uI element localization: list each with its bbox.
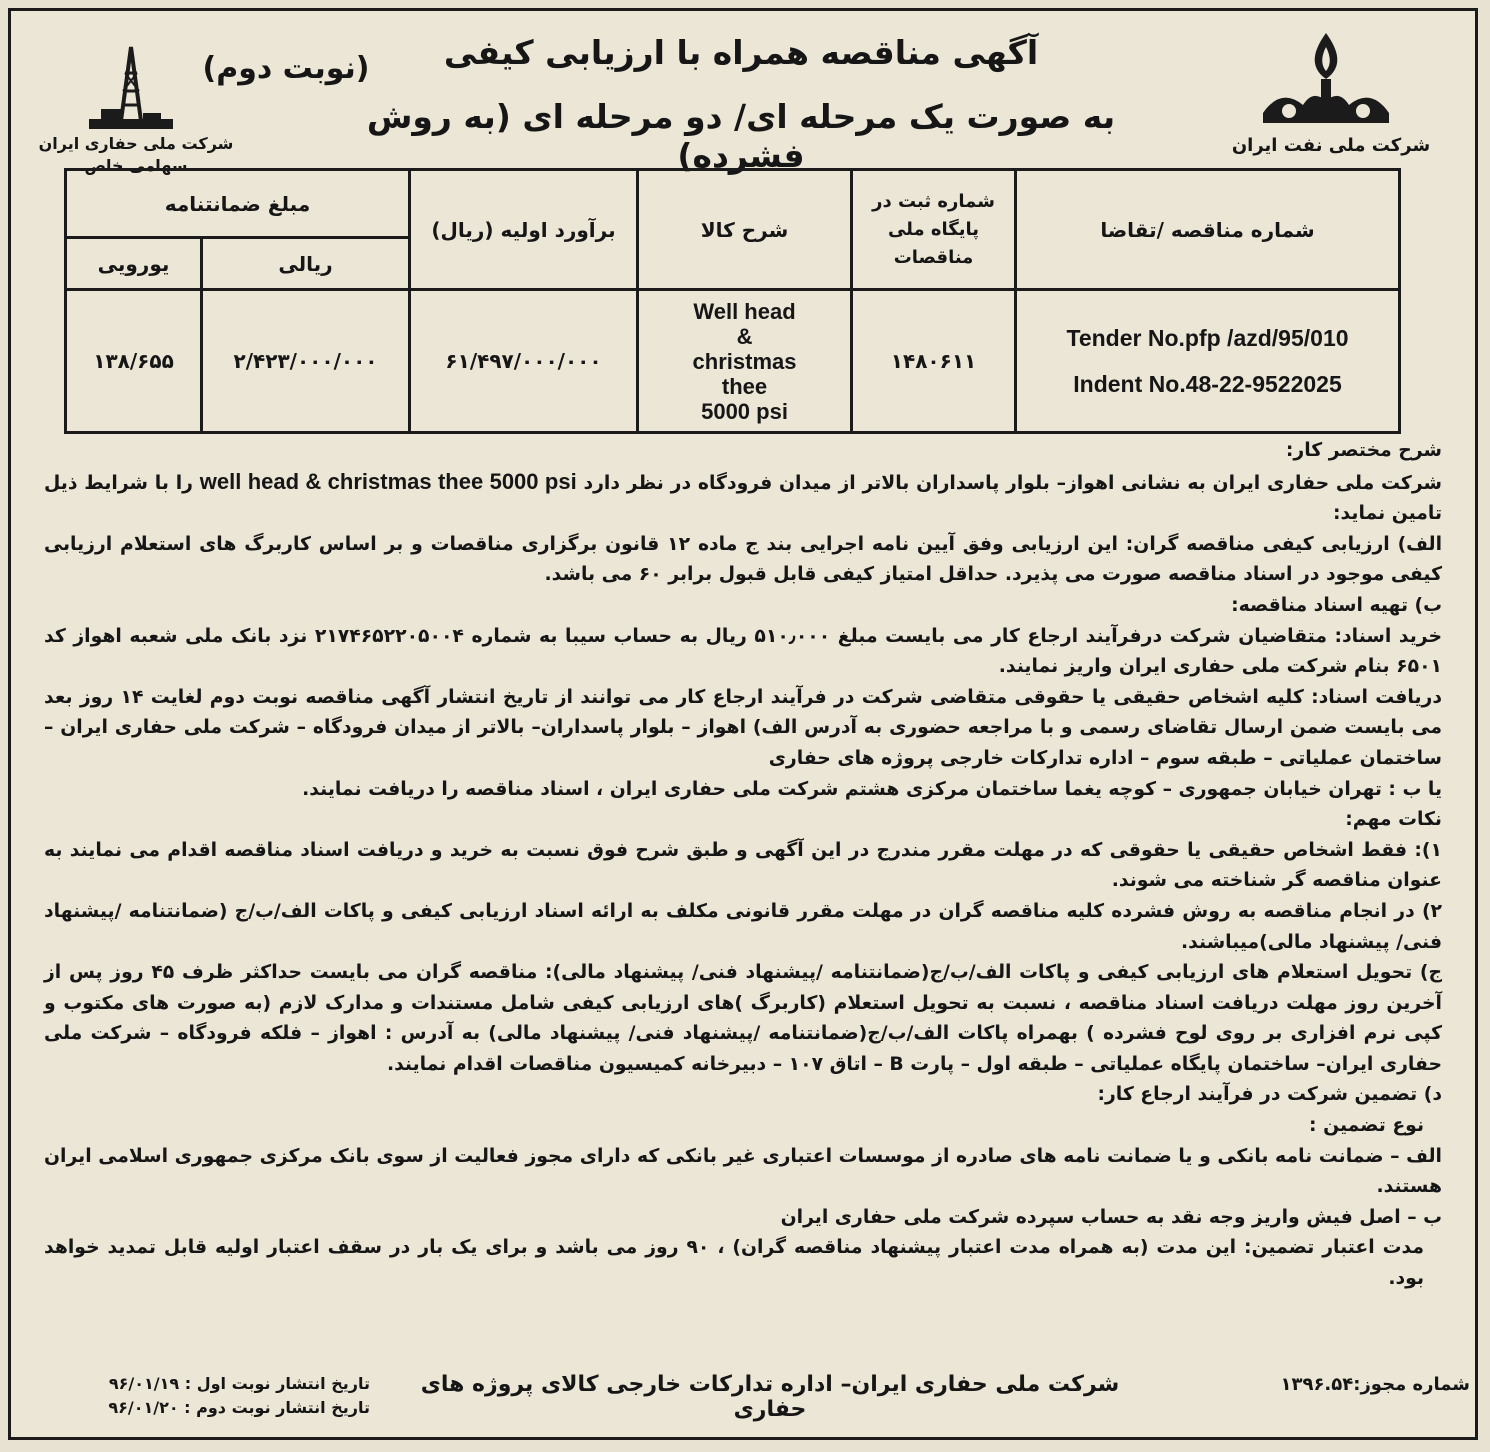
guarantee-type-alef: الف – ضمانت نامه بانکی و یا ضمانت نامه های صادره از موسسات اعتباری غیر بانکی که دارای مجوز فعالیت از سوی بانک مرکزی جمهوری اسلامی ایران هستند. (44, 1145, 1442, 1198)
indent-number: Indent No.48-22-9522025 (1073, 371, 1342, 397)
section-dal: د) تضمین شرکت در فرآیند ارجاع کار: (1097, 1084, 1442, 1106)
footer-signature: شرکت ملی حفاری ایران– اداره تدارکات خارجی کالای پروژه های حفاری (420, 1372, 1120, 1422)
section-alef: الف) ارزیابی کیفی مناقصه گران: این ارزیابی وفق آیین نامه اجرایی بند ج ماده ۱۲ قانون برگزاری مناقصات و بر اساس کاربرگ های استعلام ارزیابی کیفی موجود در اسناد مناقصه صورت می پذیرد. حداقل امتیاز کیفی قابل قبول برابر ۶۰ می باشد. (44, 533, 1443, 586)
goods-line: Well head (693, 298, 796, 324)
header-euro: یورویی (66, 238, 202, 290)
purchase-docs: خرید اسناد: متقاضیان شرکت درفرآیند ارجاع کار می بایست مبلغ ۵۱۰٫۰۰۰ ریال به حساب سیبا به شماره ۲۱۷۴۶۵۲۲۰۵۰۰۴ نزد بانک ملی شعبه اهواز کد ۶۵۰۱ بنام شرکت ملی حفاری ایران واریز نمایند. (44, 625, 1442, 678)
tender-number: Tender No.pfp /azd/95/010 (1066, 325, 1349, 351)
cell-registration: ۱۴۸۰۶۱۱ (852, 290, 1016, 433)
goods-line: thee (721, 373, 768, 399)
publish-date-second: تاریخ انتشار نوبت دوم : ۹۶/۰۱/۲۰ (108, 1398, 370, 1417)
guarantee-validity: مدت اعتبار تضمین: این مدت (به همراه مدت اعتبار پیشنهاد مناقصه گران) ، ۹۰ روز می باشد و برای یک بار در سقف اعتبار اولیه قابل تمدید خواهد بود. (44, 1237, 1424, 1290)
guarantee-type-be: ب – اصل فیش واریز وجه نقد به حساب سپرده شرکت ملی حفاری ایران (780, 1206, 1442, 1228)
header-guarantee: مبلغ ضمانتنامه (66, 170, 410, 238)
permit-number: شماره مجوز:۱۳۹۶.۵۴ (1280, 1374, 1470, 1395)
cell-tender-no (1016, 290, 1400, 433)
nioc-flame-logo-icon (1251, 27, 1401, 137)
goods-line: 5000 psi (701, 398, 788, 424)
publish-date-first: تاریخ انتشار نوبت اول : ۹۶/۰۱/۱۹ (108, 1374, 370, 1393)
note-1: ۱): فقط اشخاص حقیقی یا حقوقی که در مهلت مقرر مندرج در این آگهی و طبق شرح فوق نسبت به خرید و دریافت اسناد مناقصه اقدام می نمایند به عنوان مناقصه گر شناخته می شوند. (44, 839, 1442, 892)
receive-docs: دریافت اسناد: کلیه اشخاص حقیقی یا حقوقی متقاضی شرکت در فرآیند ارجاع کار می توانند از تاریخ انتشار آگهی مناقصه نوبت دوم لغایت ۱۴ روز بعد می بایست ضمن ارسال تقاضای رسمی و با مراجعه حضوری به آدرس الف) اهواز – بلوار پاسداران– بالاتر از میدان فرودگاه – شرکت ملی حفاری ایران – ساختمان عملیاتی – طبقه سوم – اداره تدارکات خارجی پروژه های حفاری (44, 686, 1442, 769)
header-tender-no: شماره مناقصه /تقاضا (1016, 170, 1400, 290)
drilling-rig-logo-icon (81, 43, 181, 135)
notes-label: نکات مهم: (1345, 809, 1442, 831)
cell-estimate: ۶۱/۴۹۷/۰۰۰/۰۰۰ (410, 290, 638, 433)
header-registration: شماره ثبت در پایگاه ملی مناقصات (852, 170, 1016, 290)
summary-goods-en: well head & christmas thee 5000 psi (199, 468, 577, 494)
notice-body (44, 436, 1442, 1295)
round-label: (نوبت دوم) (202, 51, 370, 86)
publish-dates (60, 1372, 370, 1420)
summary-tail: را با شرایط ذیل تامین نماید: (44, 472, 1442, 525)
cell-guarantee-rial: ۲/۴۲۳/۰۰۰/۰۰۰ (202, 290, 410, 433)
page-subtitle: به صورت یک مرحله ای/ دو مرحله ای (به روش فشرده) (366, 97, 1116, 175)
summary-sentence: شرکت ملی حفاری ایران به نشانی اهواز– بلوار پاسداران بالاتر از میدان فرودگاه در نظر دارد (583, 472, 1442, 494)
cell-goods-desc (638, 290, 852, 433)
page-title: آگهی مناقصه همراه با ارزیابی کیفی (443, 33, 1039, 72)
goods-line: christmas (692, 348, 797, 374)
receive-docs-tehran: یا ب : تهران خیابان جمهوری – کوچه یغما ساختمان مرکزی هشتم شرکت ملی حفاری ایران ، اسناد مناقصه را دریافت نمایند. (302, 778, 1442, 800)
right-logo-caption: شرکت ملی نفت ایران (1231, 135, 1431, 156)
cell-guarantee-euro: ۱۳۸/۶۵۵ (66, 290, 202, 433)
tender-table (64, 168, 1401, 434)
guarantee-type-label: نوع تضمین : (1309, 1115, 1424, 1137)
goods-line: & (736, 323, 753, 349)
summary-text (44, 467, 1442, 530)
section-jim: ج) تحویل استعلام های ارزیابی کیفی و پاکات الف/ب/ج(ضمانتنامه /پیشنهاد فنی/ پیشنهاد مالی): مناقصه گران می بایست حداکثر ظرف ۴۵ روز پس از آخرین روز مهلت دریافت اسناد مناقصه ، نسبت به تحویل استعلام (کاربرگ )های ارزیابی کیفی شامل مستندات و مدارک لازم (به صورت های مکتوب و کپی نرم افزاری بر روی لوح فشرده ) بهمراه پاکات الف/ب/ج(ضمانتنامه /پیشنهاد فنی/ پیشنهاد مالی) به آدرس : اهواز – فلکه فرودگاه – شرکت ملی حفاری ایران– ساختمان پایگاه عملیاتی – طبقه اول – پارت B – اتاق ۱۰۷ – دبیرخانه کمیسیون مناقصات اقدام نمایند. (44, 962, 1443, 1075)
header-rial: ریالی (202, 238, 410, 290)
header-estimate: برآورد اولیه (ریال) (410, 170, 638, 290)
left-logo-caption: شرکت ملی حفاری ایران سهامی خاص (38, 134, 234, 175)
header-goods-desc: شرح کالا (638, 170, 852, 290)
section-be: ب) تهیه اسناد مناقصه: (1231, 594, 1442, 616)
note-2: ۲) در انجام مناقصه به روش فشرده کلیه مناقصه گران در مهلت مقرر قانونی مکلف به ارائه اسناد ارزیابی کیفی و پاکات الف/ب/ج (ضمانتنامه /پیشنهاد فنی/ پیشنهاد مالی)میباشند. (44, 900, 1442, 953)
summary-label: شرح مختصر کار: (1285, 440, 1442, 461)
